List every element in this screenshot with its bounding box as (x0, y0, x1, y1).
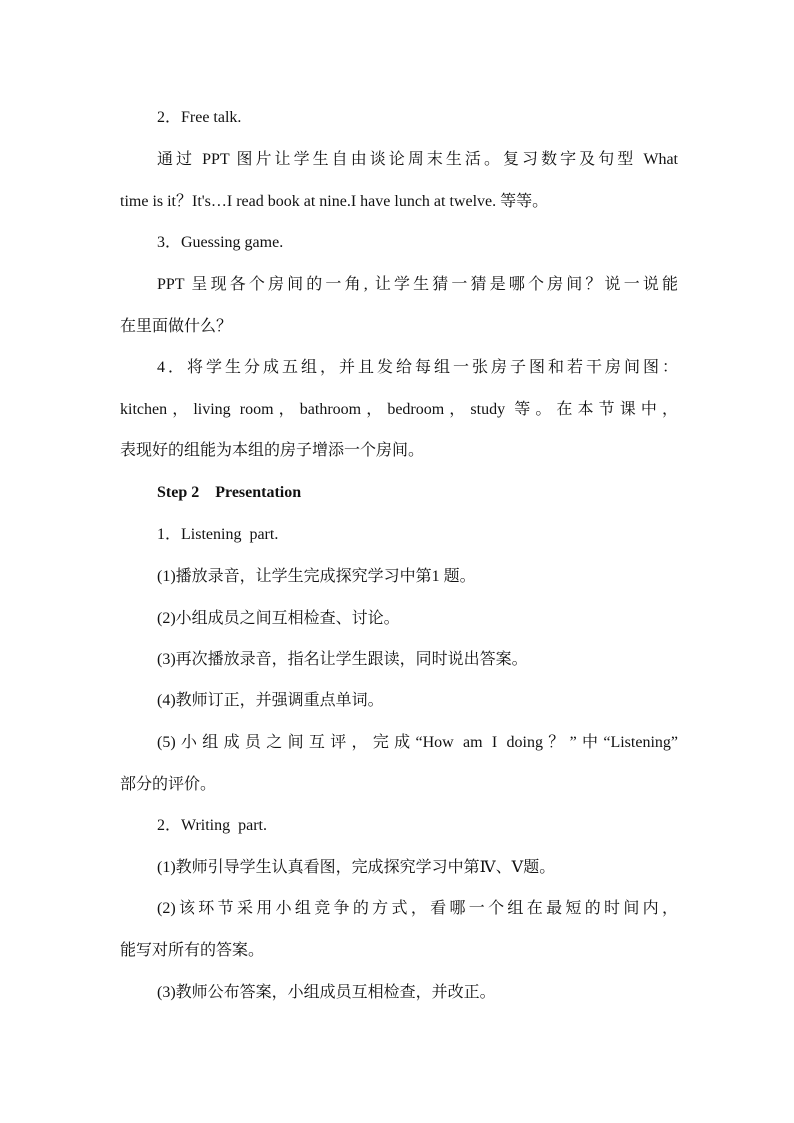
listening-step-2 (120, 598, 678, 640)
free-talk-description-line-2: time is it？It's…I read book at nine.I have lunch at twelve. 等等。 (120, 192, 549, 210)
step-2-heading-text: Step 2 Presentation (157, 484, 302, 501)
listening-step-1-text: (1)播放录音，让学生完成探究学习中第1 题。 (157, 568, 476, 585)
writing-step-2-line-2: 能写对所有的答案。 (120, 941, 265, 959)
writing-step-3 (120, 972, 678, 1014)
step-2-heading (120, 472, 678, 514)
listening-step-5-line-2: 部分的评价。 (120, 775, 217, 793)
writing-part-heading (120, 805, 678, 847)
writing-part-heading-text: 2．Writing part. (157, 817, 268, 834)
free-talk-description (120, 139, 678, 222)
listening-step-4 (120, 680, 678, 722)
guessing-game-heading-text: 3．Guessing game. (157, 234, 284, 251)
group-division-line-1: 4．将学生分成五组，并且发给每组一张房子图和若干房间图： (157, 359, 678, 376)
listening-step-5 (120, 722, 678, 805)
listening-step-2-text: (2)小组成员之间互相检查、讨论。 (157, 610, 400, 627)
writing-step-1-text: (1)教师引导学生认真看图，完成探究学习中第Ⅳ、Ⅴ题。 (157, 859, 556, 876)
listening-step-4-text: (4)教师订正，并强调重点单词。 (157, 692, 384, 709)
listening-step-3 (120, 639, 678, 681)
free-talk-description-line-1: 通过 PPT 图片让学生自由谈论周末生活。复习数字及句型 What (157, 151, 678, 168)
listening-step-5-line-1: (5)小组成员之间互评，完成“How am I doing？”中“Listening” (157, 734, 678, 751)
listening-part-heading-text: 1．Listening part. (157, 526, 279, 543)
free-talk-heading (120, 97, 678, 139)
writing-step-3-text: (3)教师公布答案，小组成员互相检查，并改正。 (157, 984, 496, 1001)
guessing-game-heading (120, 222, 678, 264)
guessing-game-description-line-1: PPT 呈现各个房间的一角, 让学生猜一猜是哪个房间？说一说能 (157, 276, 678, 293)
listening-step-3-text: (3)再次播放录音，指名让学生跟读，同时说出答案。 (157, 651, 528, 668)
writing-step-1 (120, 847, 678, 889)
writing-step-2-line-1: (2)该环节采用小组竞争的方式，看哪一个组在最短的时间内， (157, 900, 678, 917)
group-division-paragraph (120, 347, 678, 472)
free-talk-heading-text: 2．Free talk. (157, 109, 242, 126)
group-division-line-2: kitchen，living room，bathroom，bedroom，study 等。在本节课中， (120, 400, 678, 418)
listening-part-heading (120, 514, 678, 556)
group-division-line-3: 表现好的组能为本组的房子增添一个房间。 (120, 442, 425, 460)
guessing-game-description (120, 264, 678, 347)
writing-step-2 (120, 888, 678, 971)
listening-step-1 (120, 556, 678, 598)
guessing-game-description-line-2: 在里面做什么？ (120, 317, 233, 335)
